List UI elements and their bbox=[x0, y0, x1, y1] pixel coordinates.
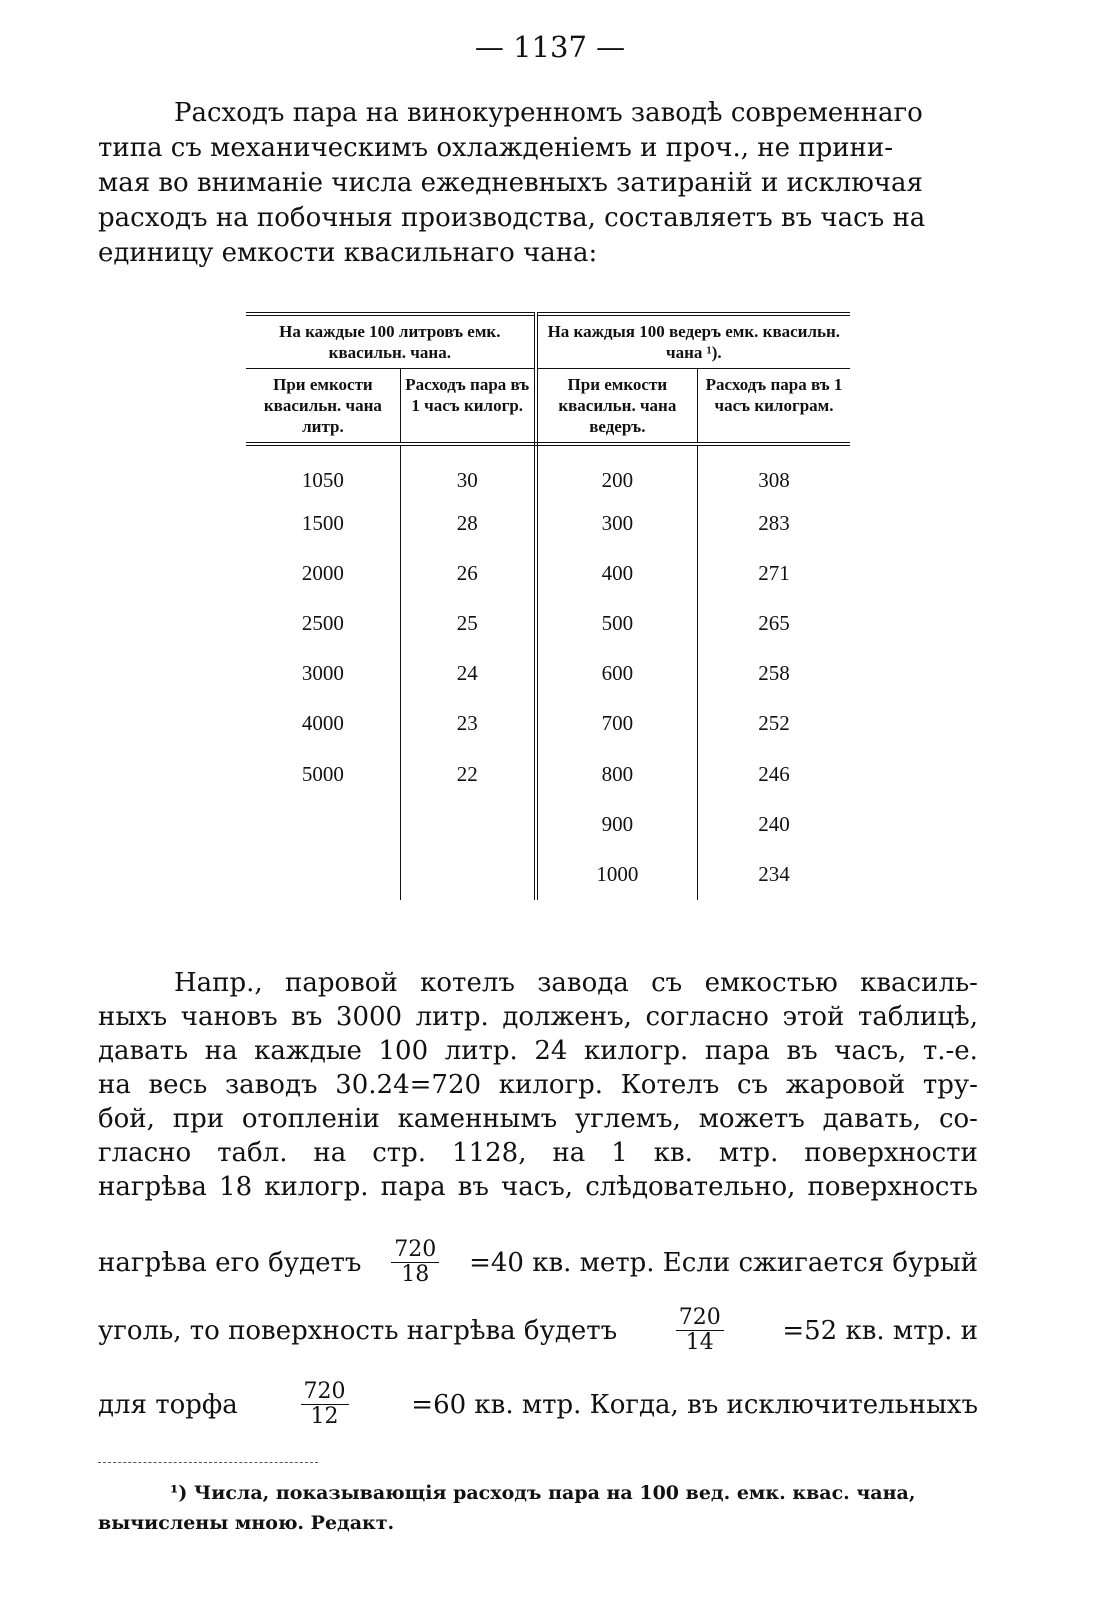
formula-text: =52 кв. мтр. и bbox=[782, 1315, 978, 1346]
table-cell: 234 bbox=[758, 861, 790, 886]
formula-line bbox=[98, 1306, 978, 1355]
col-header-steam-kg-2: Расходъ пара въ 1 часъ килограм. bbox=[698, 369, 850, 445]
table-row bbox=[246, 548, 850, 598]
table-cell: 246 bbox=[758, 761, 790, 786]
table-row bbox=[246, 799, 850, 849]
fraction bbox=[676, 1306, 724, 1355]
table-row bbox=[246, 749, 850, 799]
footnote bbox=[98, 1478, 978, 1538]
table-row bbox=[246, 498, 850, 548]
table-cell: 308 bbox=[758, 467, 790, 492]
table-cell: 5000 bbox=[246, 749, 400, 799]
fraction bbox=[301, 1380, 349, 1429]
table-cell: 2000 bbox=[246, 548, 400, 598]
col-header-capacity-buckets: При емкости квасильн. чана ведеръ. bbox=[536, 369, 698, 445]
table-cell: 258 bbox=[758, 661, 790, 686]
fraction-denominator: 18 bbox=[401, 1262, 430, 1287]
formula-line bbox=[98, 1380, 978, 1429]
table-cell: 1050 bbox=[246, 444, 400, 498]
table-cell: 600 bbox=[536, 649, 698, 699]
table-cell: 200 bbox=[536, 444, 698, 498]
footnote-line: вычислены мною. Редакт. bbox=[98, 1512, 395, 1534]
table-row bbox=[246, 598, 850, 648]
table-row bbox=[246, 649, 850, 699]
table-cell: 3000 bbox=[246, 649, 400, 699]
table-cell bbox=[400, 849, 535, 899]
table-cell: 283 bbox=[758, 510, 790, 535]
steam-table bbox=[246, 312, 850, 900]
body-line: Напр., паровой котелъ завода съ емкостью квасиль- bbox=[174, 968, 978, 998]
table-cell: 252 bbox=[758, 711, 790, 736]
intro-line: расходъ на побочныя производства, составляетъ въ часъ на bbox=[98, 203, 926, 233]
intro-line: типа съ механическимъ охлажденіемъ и проч., не прини- bbox=[98, 133, 893, 163]
table-cell: 24 bbox=[400, 649, 535, 699]
group-header-buckets: На каждыя 100 ведеръ емк. квасильн. чана ¹). bbox=[536, 314, 850, 369]
footnote-line: ¹) Числа, показывающія расходъ пара на 100 вед. емк. квас. чана, bbox=[170, 1482, 916, 1504]
table-cell: 700 bbox=[536, 699, 698, 749]
fraction bbox=[391, 1238, 439, 1287]
fraction-numerator: 720 bbox=[391, 1238, 439, 1263]
formula-line bbox=[98, 1238, 978, 1287]
table-cell: 2500 bbox=[246, 598, 400, 648]
formula-text: нагрѣва его будетъ bbox=[98, 1247, 362, 1278]
table-cell: 300 bbox=[536, 498, 698, 548]
intro-paragraph bbox=[98, 96, 978, 271]
col-header-steam-kg: Расходъ пара въ 1 часъ килогр. bbox=[400, 369, 535, 445]
table-cell: 30 bbox=[400, 444, 535, 498]
body-line: давать на каждые 100 литр. 24 килогр. пара въ часъ, т.-е. bbox=[98, 1036, 978, 1066]
fraction-denominator: 12 bbox=[310, 1404, 339, 1429]
table-cell: 240 bbox=[758, 811, 790, 836]
table-cell: 4000 bbox=[246, 699, 400, 749]
formula-text: уголь, то поверхность нагрѣва будетъ bbox=[98, 1315, 618, 1346]
table-row bbox=[246, 699, 850, 749]
table-row bbox=[246, 444, 850, 498]
page-number: — 1137 — bbox=[474, 30, 626, 64]
intro-line: мая во вниманіе числа ежедневныхъ затираній и исключая bbox=[98, 168, 923, 198]
table-cell: 265 bbox=[758, 610, 790, 635]
body-line: нагрѣва 18 килогр. пара въ часъ, слѣдовательно, поверхность bbox=[98, 1172, 978, 1202]
group-header-litres: На каждые 100 литровъ емк. квасильн. чана. bbox=[246, 314, 536, 369]
table-row bbox=[246, 849, 850, 899]
col-header-capacity-litres: При емкости квасильн. чана литр. bbox=[246, 369, 400, 445]
intro-line: Расходъ пара на винокуренномъ заводѣ современнаго bbox=[174, 98, 923, 128]
table-cell: 900 bbox=[536, 799, 698, 849]
table-cell: 400 bbox=[536, 548, 698, 598]
footnote-rule bbox=[98, 1462, 318, 1463]
table-cell bbox=[246, 849, 400, 899]
table-cell: 22 bbox=[400, 749, 535, 799]
table-cell: 1500 bbox=[246, 498, 400, 548]
formula-text: =40 кв. метр. Если сжигается бурый bbox=[469, 1247, 978, 1278]
table-cell: 26 bbox=[400, 548, 535, 598]
table-cell: 28 bbox=[400, 498, 535, 548]
formula-text: =60 кв. мтр. Когда, въ исключительныхъ bbox=[411, 1389, 978, 1420]
table-cell bbox=[246, 799, 400, 849]
table-cell: 25 bbox=[400, 598, 535, 648]
table-cell bbox=[400, 799, 535, 849]
fraction-numerator: 720 bbox=[301, 1380, 349, 1405]
table-cell: 23 bbox=[400, 699, 535, 749]
fraction-numerator: 720 bbox=[676, 1306, 724, 1331]
body-paragraph bbox=[98, 966, 978, 1204]
intro-line: единицу емкости квасильнаго чана: bbox=[98, 238, 598, 268]
body-line: на весь заводъ 30.24=720 килогр. Котелъ съ жаровой тру- bbox=[98, 1070, 978, 1100]
body-line: ныхъ чановъ въ 3000 литр. долженъ, согласно этой таблицѣ, bbox=[98, 1002, 978, 1032]
table-cell: 271 bbox=[758, 560, 790, 585]
body-line: бой, при отопленіи каменнымъ углемъ, можетъ давать, со- bbox=[98, 1104, 978, 1134]
table-cell: 800 bbox=[536, 749, 698, 799]
table-cell: 1000 bbox=[536, 849, 698, 899]
body-line: гласно табл. на стр. 1128, на 1 кв. мтр. поверхности bbox=[98, 1138, 978, 1168]
formula-text: для торфа bbox=[98, 1389, 238, 1420]
fraction-denominator: 14 bbox=[685, 1330, 714, 1355]
table-cell: 500 bbox=[536, 598, 698, 648]
